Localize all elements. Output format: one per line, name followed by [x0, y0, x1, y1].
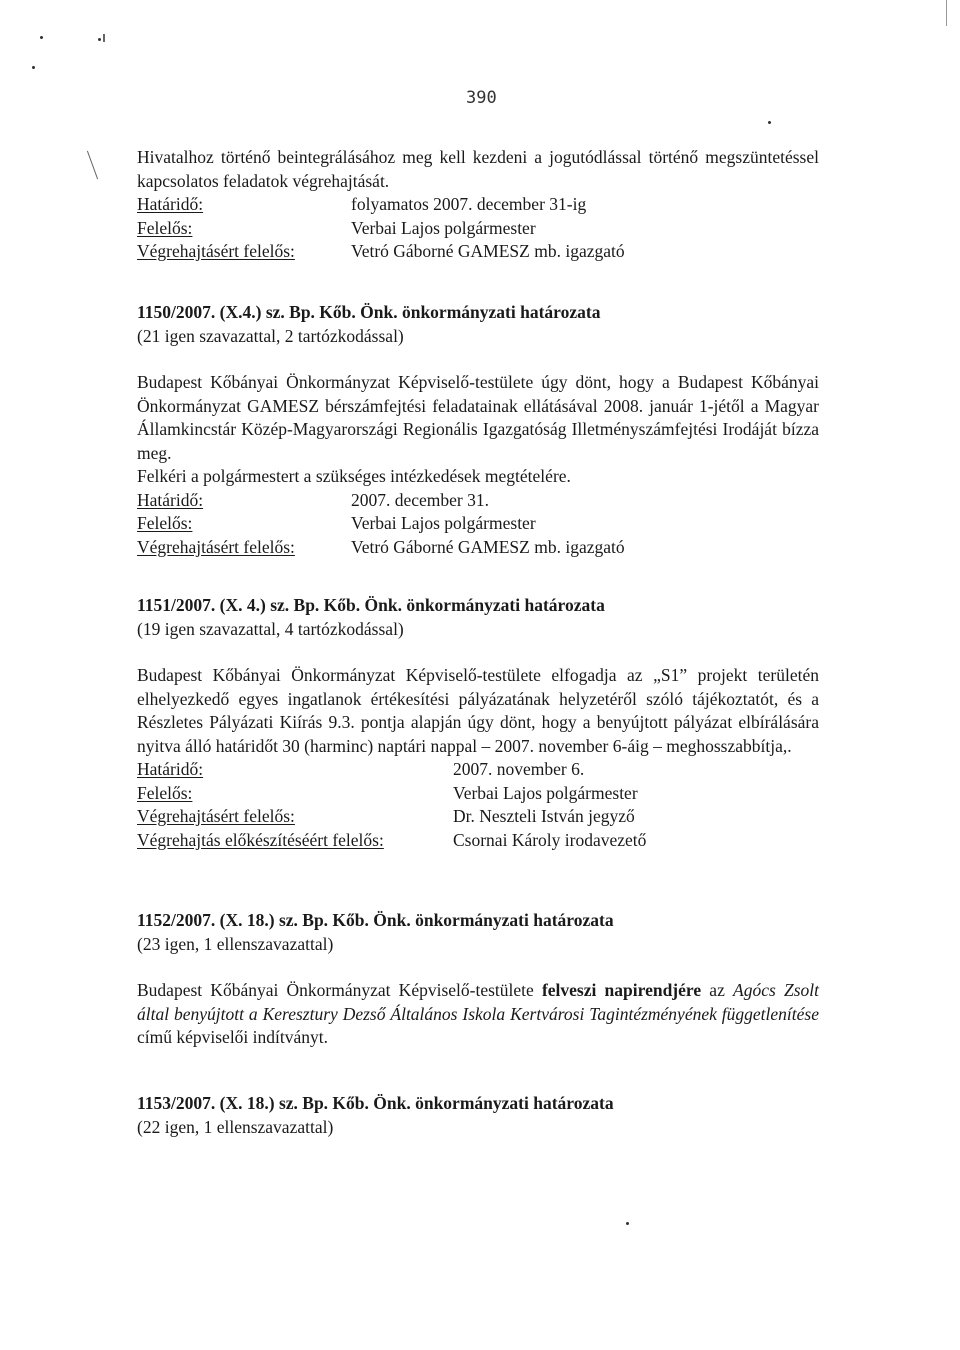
resolution-1153 — [137, 1092, 819, 1139]
responsible-value: Verbai Lajos polgármester — [351, 513, 536, 533]
responsible-label: Felelős: — [137, 217, 193, 238]
resolution-1152-vote: (23 igen, 1 ellenszavazattal) — [137, 933, 334, 954]
deadline-label: Határidő: — [137, 759, 204, 779]
scan-speck — [87, 151, 98, 180]
deadline-row — [137, 489, 819, 513]
resolution-1150-text-2: Felkéri a polgármestert a szükséges intézkedések megtételére. — [137, 466, 571, 486]
intro-block — [137, 146, 819, 264]
executor-label: Végrehajtásért felelős: — [137, 806, 295, 826]
deadline-label: Határidő: — [137, 194, 204, 214]
resolution-1153-heading: 1153/2007. (X. 18.) sz. Bp. Kőb. Önk. önkormányzati határozata — [137, 1093, 614, 1113]
text-run-italic: Agócs Zsolt által benyújtott a Keresztury Dezső Általános Iskola Kertvárosi Tagintézményének függetlenítése — [137, 980, 819, 1024]
resolution-1152 — [137, 909, 819, 1050]
deadline-row — [137, 193, 819, 217]
deadline-value: 2007. november 6. — [453, 759, 585, 779]
text-run: című képviselői indítványt. — [137, 1027, 329, 1047]
responsible-label: Felelős: — [137, 782, 193, 803]
deadline-value: 2007. december 31. — [351, 489, 490, 510]
resolution-1151-text: Budapest Kőbányai Önkormányzat Képviselő-testülete elfogadja az „S1” projekt területén elhelyezkedő egyes ingatlanok értékesítési pályázatának helyzetéről szóló tájékoztatót, és a Részletes Pályázati Kiírás 9.3. pontja alapján úgy dönt, hogy a benyújtott pályázat elbírálására nyitva álló határidőt 30 (harminc) naptári nappal – 2007. november 6-áig – meghosszabbítja,. — [137, 665, 819, 756]
executor-row — [137, 805, 819, 829]
responsible-row — [137, 782, 819, 806]
resolution-1152-heading: 1152/2007. (X. 18.) sz. Bp. Kőb. Önk. önkormányzati határozata — [137, 910, 614, 930]
deadline-label: Határidő: — [137, 489, 204, 510]
executor-row — [137, 536, 819, 560]
scan-speck — [103, 34, 105, 42]
resolution-1153-vote: (22 igen, 1 ellenszavazattal) — [137, 1116, 334, 1137]
resolution-1150 — [137, 301, 819, 559]
resolution-1152-text — [137, 979, 819, 1050]
page-number: 390 — [466, 88, 497, 108]
resolution-1150-heading: 1150/2007. (X.4.) sz. Bp. Kőb. Önk. önkormányzati határozata — [137, 302, 601, 322]
resolution-1151 — [137, 594, 819, 852]
text-run-bold: felveszi napirendjére — [541, 980, 702, 1000]
responsible-label: Felelős: — [137, 513, 193, 533]
preparation-row — [137, 829, 819, 853]
executor-row — [137, 240, 819, 264]
scan-speck — [98, 38, 101, 41]
intro-paragraph: Hivatalhoz történő beintegrálásához meg kell kezdeni a jogutódlással történő megszüntetéssel kapcsolatos feladatok végrehajtását. — [137, 147, 819, 191]
executor-value: Dr. Neszteli István jegyző — [453, 806, 635, 826]
deadline-value: folyamatos 2007. december 31-ig — [351, 194, 587, 214]
responsible-value: Verbai Lajos polgármester — [453, 782, 638, 803]
executor-label: Végrehajtásért felelős: — [137, 241, 295, 261]
responsible-value: Verbai Lajos polgármester — [351, 217, 536, 238]
scan-speck — [626, 1222, 629, 1225]
executor-value: Vetró Gáborné GAMESZ mb. igazgató — [351, 241, 625, 261]
executor-value: Vetró Gáborné GAMESZ mb. igazgató — [351, 536, 625, 557]
deadline-row — [137, 758, 819, 782]
text-run: az — [701, 980, 734, 1000]
scan-speck — [32, 66, 35, 69]
responsible-row — [137, 217, 819, 241]
responsible-row — [137, 512, 819, 536]
resolution-1151-heading: 1151/2007. (X. 4.) sz. Bp. Kőb. Önk. önkormányzati határozata — [137, 595, 605, 615]
scan-speck — [946, 0, 947, 26]
resolution-1150-text: Budapest Kőbányai Önkormányzat Képviselő-testülete úgy dönt, hogy a Budapest Kőbányai Önkormányzat GAMESZ bérszámfejtési feladatainak ellátásával 2008. január 1-jétől a Magyar Államkincstár Közép-Magyarországi Regionális Igazgatóság Illetményszámfejtési Irodáját bízza meg. — [137, 372, 819, 463]
resolution-1150-vote: (21 igen szavazattal, 2 tartózkodással) — [137, 325, 404, 346]
scan-speck — [768, 121, 771, 124]
preparation-label: Végrehajtás előkészítéséért felelős: — [137, 829, 384, 850]
text-run: Budapest Kőbányai Önkormányzat Képviselő-testülete — [137, 980, 542, 1000]
preparation-value: Csornai Károly irodavezető — [453, 829, 647, 850]
executor-label: Végrehajtásért felelős: — [137, 536, 295, 557]
resolution-1151-vote: (19 igen szavazattal, 4 tartózkodással) — [137, 618, 404, 639]
scan-speck — [40, 36, 43, 39]
